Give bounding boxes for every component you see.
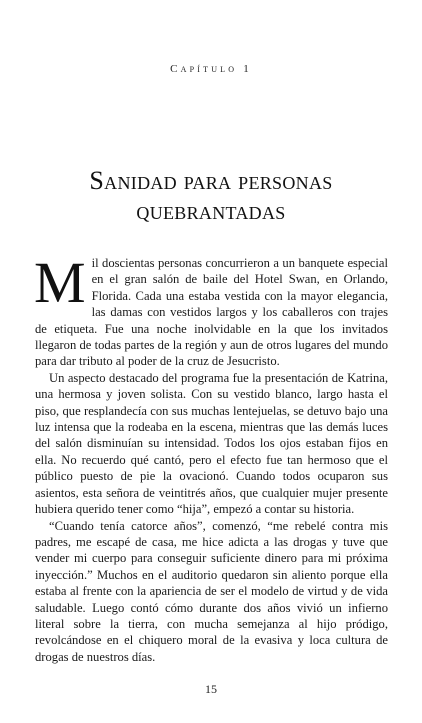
page-number: 15 [205,682,217,696]
chapter-title-line-1: Sanidad para personas [89,166,333,195]
paragraph-3: “Cuando tenía catorce años”, comenzó, “me rebelé contra mis padres, me escapé de casa, me hice adicta a las drogas y tuve que vender mi cuerpo para conseguir suficiente dinero para mi próxima inyección.” Muchos en el auditorio quedaron sin aliento porque ella estaba al frente con la apariencia de ser el modelo de virtud y de vida saludable. Luego contó cómo durante dos años vivió un infierno literal sobre la tierra, con mucha semejanza al hijo pródigo, revolcándose en el chiquero moral de la evasiva y loca cultura de drogas de nuestros días. [35,518,388,664]
body-text [34,250,388,665]
drop-cap: M [34,250,86,315]
paragraph-1 [34,250,388,370]
chapter-title [0,166,422,226]
chapter-label: Capítulo 1 [170,63,252,75]
chapter-title-line-2: quebrantadas [136,196,286,225]
paragraph-1-text: il doscientas personas concurrieron a un banquete especial en el gran salón de baile del Hotel Swan, en Orlando, Florida. Cada una estaba vestida con la mayor elegancia, las damas con vestidos largos y los caballeros con trajes de etiqueta. Fue una noche inolvidable en la que los invitados llegaron de todas partes de la región y aun de otros lugares del mundo para dar tributo al poder de la cruz de Jesucristo. [35,256,388,369]
paragraph-2: Un aspecto destacado del programa fue la presentación de Katrina, una hermosa y joven solista. Con su vestido blanco, largo hasta el piso, que resplandecía con sus muchas lentejuelas, se detuvo bajo una luz intensa que la rodeaba en la escena, mientras que las demás luces del salón disminuían su intensidad. Todos los ojos estaban fijos en ella. No recuerdo qué cantó, pero el efecto fue tan hermoso que el público puesto de pie la ovacionó. Cuando todos ocuparon sus asientos, esta señora de veintitrés años, que cualquier mujer presente hubiera querido tener como “hija”, empezó a contar su historia. [35,370,388,517]
